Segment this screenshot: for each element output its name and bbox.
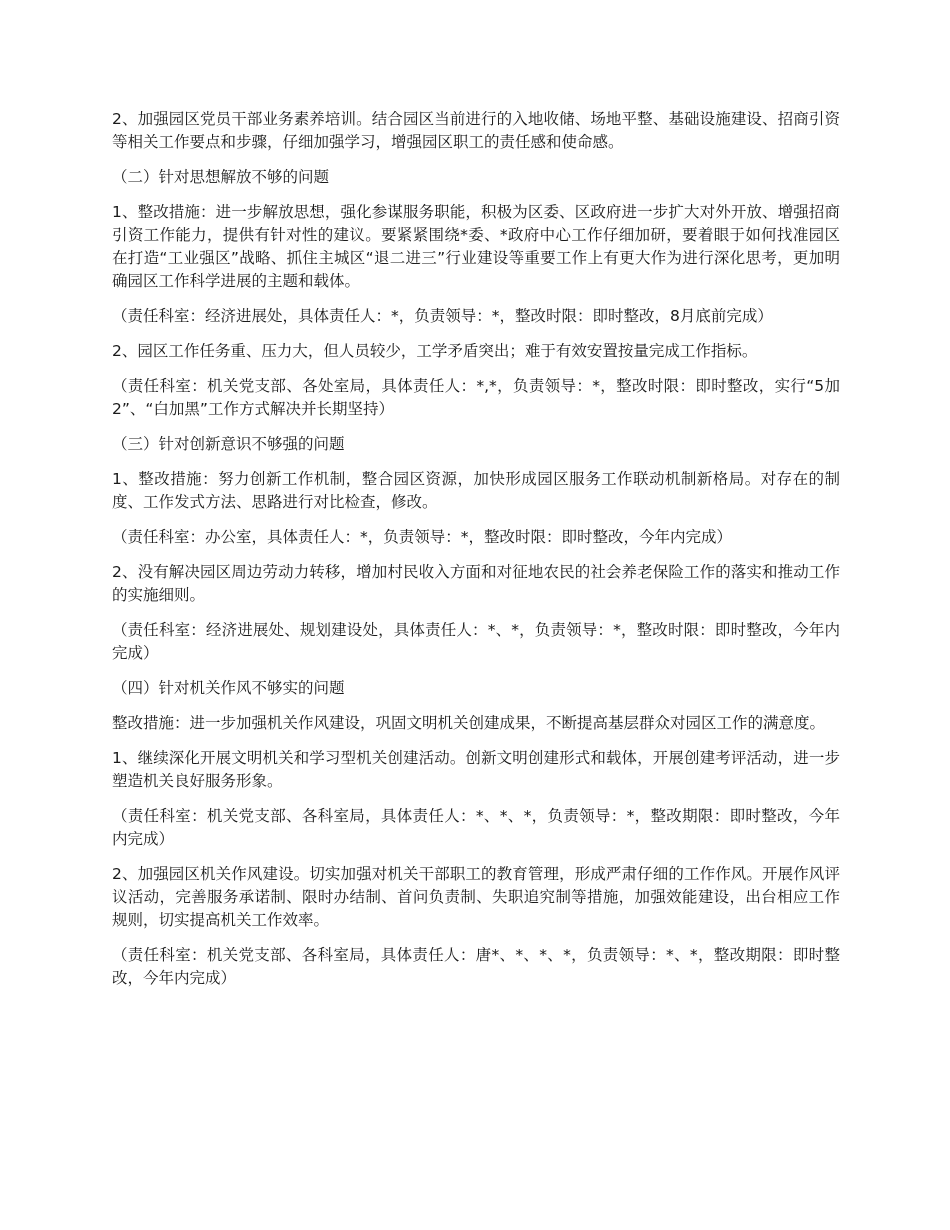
heading-section-3: （三）针对创新意识不够强的问题 xyxy=(112,435,345,453)
paragraph-measure-3-1: 1、整改措施：努力创新工作机制，整合园区资源，加快形成园区服务工作联动机制新格局。对存在的制度、工作发式方法、思路进行对比检查，修改。 xyxy=(112,470,840,511)
paragraph-measure-2-2: 2、园区工作任务重、压力大，但人员较少，工学矛盾突出；难于有效安置按量完成工作指标。 xyxy=(112,342,758,360)
paragraph-responsibility-2-2: （责任科室：机关党支部、各处室局，具体责任人：*,*，负责领导：*，整改时限：即时整改，实行“5加2”、“白加黑”工作方式解决并长期坚持） xyxy=(112,377,840,418)
paragraph-responsibility-4-1: （责任科室：机关党支部、各科室局，具体责任人：*、*、*，负责领导：*，整改期限：即时整改，今年内完成） xyxy=(112,807,840,848)
paragraph-training: 2、加强园区党员干部业务素养培训。结合园区当前进行的入地收储、场地平整、基础设施建设、招商引资等相关工作要点和步骤，仔细加强学习，增强园区职工的责任感和使命感。 xyxy=(112,110,840,151)
paragraph-responsibility-3-1: （责任科室：办公室，具体责任人：*，负责领导：*，整改时限：即时整改，今年内完成） xyxy=(112,528,733,546)
paragraph-measure-4: 整改措施：进一步加强机关作风建设，巩固文明机关创建成果，不断提高基层群众对园区工作的满意度。 xyxy=(112,714,826,732)
heading-section-4: （四）针对机关作风不够实的问题 xyxy=(112,679,345,697)
paragraph-responsibility-3-2: （责任科室：经济进展处、规划建设处，具体责任人：*、*，负责领导：*，整改时限：即时整改，今年内完成） xyxy=(112,621,840,662)
heading-section-2: （二）针对思想解放不够的问题 xyxy=(112,168,330,186)
paragraph-measure-2-1: 1、整改措施：进一步解放思想，强化参谋服务职能，积极为区委、区政府进一步扩大对外开放、增强招商引资工作能力，提供有针对性的建议。要紧紧围绕*委、*政府中心工作仔细加研，要着眼于如何找准园区在打造“工业强区”战略、抓住主城区“退二进三”行业建设等重要工作上有更大作为进行深化思考，更加明确园区工作科学进展的主题和载体。 xyxy=(112,203,840,290)
document-body xyxy=(112,108,840,1002)
paragraph-measure-3-2: 2、没有解决园区周边劳动力转移，增加村民收入方面和对征地农民的社会养老保险工作的落实和推动工作的实施细则。 xyxy=(112,563,840,604)
paragraph-responsibility-2-1: （责任科室：经济进展处，具体责任人：*，负责领导：*，整改时限：即时整改，8月底前完成） xyxy=(112,307,773,325)
paragraph-responsibility-4-2: （责任科室：机关党支部、各科室局，具体责任人：唐*、*、*、*，负责领导：*、*，整改期限：即时整改，今年内完成） xyxy=(112,946,840,987)
paragraph-measure-4-1: 1、继续深化开展文明机关和学习型机关创建活动。创新文明创建形式和载体，开展创建考评活动，进一步塑造机关良好服务形象。 xyxy=(112,749,840,790)
paragraph-measure-4-2: 2、加强园区机关作风建设。切实加强对机关干部职工的教育管理，形成严肃仔细的工作作风。开展作风评议活动，完善服务承诺制、限时办结制、首问负责制、失职追究制等措施，加强效能建设，出台相应工作规则，切实提高机关工作效率。 xyxy=(112,865,840,929)
